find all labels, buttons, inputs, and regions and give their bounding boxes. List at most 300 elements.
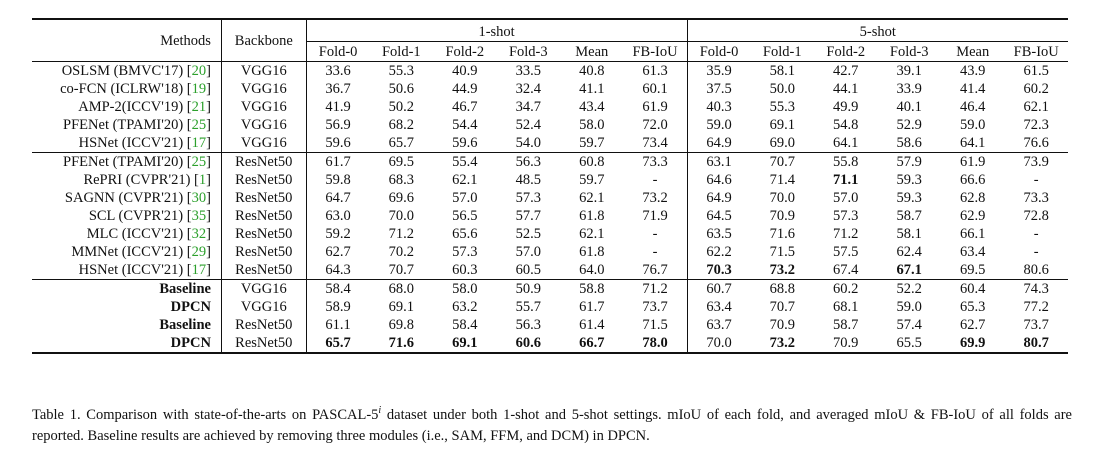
value-cell: 58.1 <box>769 63 795 79</box>
value-cell: 60.8 <box>579 154 605 170</box>
value-cell: 54.0 <box>497 134 560 153</box>
method-cell <box>32 316 221 334</box>
table-row <box>32 80 1068 98</box>
value-cell: 61.1 <box>306 316 369 334</box>
citation-bracket: ] <box>206 117 211 133</box>
backbone-cell: VGG16 <box>221 116 306 134</box>
value-cell: 65.5 <box>877 334 940 353</box>
subheader-1shot-fb-iou: FB-IoU <box>624 42 688 62</box>
backbone-cell: ResNet50 <box>221 207 306 225</box>
value-cell: 59.7 <box>579 172 605 188</box>
backbone-cell: VGG16 <box>221 62 306 81</box>
citation-link[interactable]: 19 <box>191 81 207 97</box>
method-cell <box>32 171 221 189</box>
value-cell: 60.6 <box>497 334 560 353</box>
value-cell: 71.1 <box>833 172 859 188</box>
value-cell: 54.8 <box>833 117 859 133</box>
value-cell: 70.7 <box>769 299 795 315</box>
value-cell: 61.9 <box>960 154 986 170</box>
value-cell: 50.9 <box>515 281 541 297</box>
citation-bracket: ] <box>206 244 211 260</box>
value-cell: 67.1 <box>877 261 940 280</box>
value-cell: - <box>1033 226 1039 242</box>
backbone-cell: ResNet50 <box>221 316 306 334</box>
value-cell: 62.7 <box>306 243 369 261</box>
value-cell: 80.7 <box>1004 334 1068 353</box>
subheader-1shot-fold-1: Fold-1 <box>370 42 433 62</box>
value-cell: 69.8 <box>388 317 414 333</box>
value-cell: 70.0 <box>769 190 795 206</box>
value-cell: 63.0 <box>306 207 369 225</box>
method-cell <box>32 225 221 243</box>
value-cell: - <box>652 244 658 260</box>
value-cell: 63.4 <box>687 298 750 316</box>
value-cell: 52.2 <box>896 281 922 297</box>
backbone-cell: VGG16 <box>221 80 306 98</box>
value-cell: 64.1 <box>941 134 1004 153</box>
value-cell: 33.6 <box>306 62 369 81</box>
method-cell <box>32 116 221 134</box>
value-cell: 55.8 <box>833 154 859 170</box>
header-1-shot <box>306 19 687 42</box>
value-cell: 39.1 <box>896 63 922 79</box>
value-cell: 68.8 <box>769 281 795 297</box>
value-cell: 71.5 <box>769 244 795 260</box>
value-cell: 58.8 <box>579 281 605 297</box>
value-cell: 60.1 <box>642 81 668 97</box>
method-name: Baseline <box>159 317 211 333</box>
value-cell: - <box>1033 244 1039 260</box>
value-cell: 57.3 <box>833 208 859 224</box>
value-cell: 61.4 <box>579 317 605 333</box>
value-cell: 57.0 <box>515 244 541 260</box>
value-cell: 65.7 <box>370 134 433 153</box>
table-body <box>32 62 1068 354</box>
value-cell: 55.4 <box>452 154 478 170</box>
table-row <box>32 207 1068 225</box>
value-cell: 71.2 <box>388 226 414 242</box>
value-cell: 43.4 <box>579 99 605 115</box>
table-row <box>32 280 1068 299</box>
value-cell: 76.6 <box>1004 134 1068 153</box>
method-name: MMNet (ICCV'21) [ <box>71 244 192 260</box>
value-cell: 35.9 <box>687 62 750 81</box>
value-cell: 37.5 <box>687 80 750 98</box>
value-cell: 62.2 <box>687 243 750 261</box>
value-cell: 70.0 <box>687 334 750 353</box>
value-cell: 58.7 <box>896 208 922 224</box>
value-cell: 73.7 <box>642 299 668 315</box>
value-cell: 68.0 <box>388 281 414 297</box>
value-cell: 61.8 <box>579 244 605 260</box>
value-cell: 60.2 <box>833 281 859 297</box>
citation-bracket: ] <box>206 63 211 79</box>
citation-link[interactable]: 20 <box>191 63 207 79</box>
backbone-cell: VGG16 <box>221 98 306 116</box>
value-cell: 64.3 <box>306 261 369 280</box>
value-cell: 36.7 <box>306 80 369 98</box>
value-cell: 65.6 <box>452 226 478 242</box>
value-cell: 71.9 <box>642 208 668 224</box>
value-cell: 70.7 <box>769 154 795 170</box>
citation-bracket: ] <box>206 172 211 188</box>
table-row <box>32 116 1068 134</box>
value-cell: 56.5 <box>452 208 478 224</box>
method-name: MLC (ICCV'21) [ <box>86 226 192 242</box>
value-cell: 63.7 <box>687 316 750 334</box>
value-cell: 73.2 <box>751 261 814 280</box>
value-cell: 57.0 <box>452 190 478 206</box>
citation-link[interactable]: 25 <box>191 154 207 170</box>
method-name: PFENet (TPAMI'20) [ <box>63 154 192 170</box>
value-cell: 80.6 <box>1004 261 1068 280</box>
value-cell: - <box>652 226 658 242</box>
value-cell: 70.7 <box>370 261 433 280</box>
value-cell: 55.7 <box>515 299 541 315</box>
value-cell: 62.1 <box>579 226 605 242</box>
value-cell: 46.7 <box>452 99 478 115</box>
value-cell: 71.6 <box>370 334 433 353</box>
table-row <box>32 243 1068 261</box>
table-row <box>32 334 1068 353</box>
value-cell: 41.9 <box>306 98 369 116</box>
value-cell: 59.3 <box>896 190 922 206</box>
method-cell <box>32 243 221 261</box>
value-cell: 46.4 <box>960 99 986 115</box>
header-5-shot <box>687 19 1068 42</box>
value-cell: 61.9 <box>642 99 668 115</box>
citation-bracket: ] <box>206 208 211 224</box>
citation-bracket: ] <box>206 99 211 115</box>
value-cell: 70.0 <box>388 208 414 224</box>
value-cell: 50.6 <box>388 81 414 97</box>
value-cell: 62.7 <box>960 317 986 333</box>
value-cell: 59.2 <box>306 225 369 243</box>
caption-superscript: i <box>378 405 382 416</box>
value-cell: 56.3 <box>515 317 541 333</box>
value-cell: 59.6 <box>433 134 496 153</box>
value-cell: 40.9 <box>452 63 478 79</box>
method-name: AMP-2(ICCV'19) [ <box>78 99 192 115</box>
value-cell: 62.1 <box>452 172 478 188</box>
value-cell: 72.8 <box>1023 208 1049 224</box>
value-cell: 54.4 <box>452 117 478 133</box>
method-name: HSNet (ICCV'21) [ <box>78 135 192 151</box>
value-cell: 65.3 <box>960 299 986 315</box>
value-cell: 61.8 <box>579 208 605 224</box>
value-cell: 70.3 <box>687 261 750 280</box>
value-cell: 71.6 <box>769 226 795 242</box>
value-cell: 59.0 <box>896 299 922 315</box>
backbone-cell: ResNet50 <box>221 243 306 261</box>
value-cell: 60.2 <box>1023 81 1049 97</box>
header-methods: Methods <box>32 19 221 62</box>
value-cell: 59.0 <box>687 116 750 134</box>
value-cell: 60.7 <box>687 280 750 299</box>
value-cell: 33.9 <box>896 81 922 97</box>
value-cell: 66.7 <box>560 334 623 353</box>
value-cell: 62.9 <box>960 208 986 224</box>
value-cell: 76.7 <box>624 261 688 280</box>
value-cell: 72.3 <box>1023 117 1049 133</box>
table-row <box>32 171 1068 189</box>
value-cell: 73.3 <box>1023 190 1049 206</box>
value-cell: 62.1 <box>1023 99 1049 115</box>
method-cell <box>32 80 221 98</box>
value-cell: 59.8 <box>306 171 369 189</box>
method-cell <box>32 261 221 280</box>
citation-bracket: ] <box>206 190 211 206</box>
value-cell: 64.0 <box>560 261 623 280</box>
value-cell: 73.4 <box>624 134 688 153</box>
value-cell: 52.5 <box>515 226 541 242</box>
method-cell <box>32 153 221 172</box>
value-cell: 62.8 <box>960 190 986 206</box>
method-cell <box>32 98 221 116</box>
value-cell: 58.1 <box>896 226 922 242</box>
value-cell: 74.3 <box>1023 281 1049 297</box>
backbone-cell: ResNet50 <box>221 225 306 243</box>
value-cell: 59.3 <box>896 172 922 188</box>
value-cell: 73.7 <box>1023 317 1049 333</box>
method-name: DPCN <box>170 335 211 351</box>
method-name: PFENet (TPAMI'20) [ <box>63 117 192 133</box>
value-cell: - <box>1033 172 1039 188</box>
table-row <box>32 134 1068 153</box>
value-cell: 67.4 <box>814 261 877 280</box>
value-cell: 57.4 <box>896 317 922 333</box>
value-cell: 34.7 <box>515 99 541 115</box>
value-cell: 69.5 <box>388 154 414 170</box>
value-cell: 66.6 <box>960 172 986 188</box>
value-cell: 58.4 <box>306 280 369 299</box>
value-cell: 57.3 <box>452 244 478 260</box>
citation-bracket: ] <box>206 262 211 278</box>
value-cell: 64.5 <box>687 207 750 225</box>
value-cell: 52.9 <box>896 117 922 133</box>
value-cell: 69.1 <box>433 334 496 353</box>
value-cell: 73.2 <box>751 334 814 353</box>
subheader-1shot-mean: Mean <box>560 42 623 62</box>
value-cell: 40.3 <box>687 98 750 116</box>
backbone-cell: ResNet50 <box>221 153 306 172</box>
citation-link[interactable]: 17 <box>191 135 207 151</box>
value-cell: 71.4 <box>769 172 795 188</box>
value-cell: 32.4 <box>515 81 541 97</box>
value-cell: 73.2 <box>642 190 668 206</box>
value-cell: 50.2 <box>388 99 414 115</box>
value-cell: 70.9 <box>769 208 795 224</box>
value-cell: 71.5 <box>642 317 668 333</box>
method-cell <box>32 134 221 153</box>
backbone-cell: ResNet50 <box>221 261 306 280</box>
value-cell: 58.4 <box>452 317 478 333</box>
value-cell: 40.1 <box>896 99 922 115</box>
backbone-cell: VGG16 <box>221 298 306 316</box>
value-cell: 69.6 <box>388 190 414 206</box>
value-cell: 48.5 <box>515 172 541 188</box>
table-row <box>32 316 1068 334</box>
backbone-cell: ResNet50 <box>221 189 306 207</box>
table-caption <box>32 400 1072 447</box>
value-cell: 57.5 <box>833 244 859 260</box>
method-name: Baseline <box>159 281 211 297</box>
value-cell: 58.9 <box>306 298 369 316</box>
method-name: SAGNN (CVPR'21) [ <box>64 190 192 206</box>
backbone-cell: ResNet50 <box>221 171 306 189</box>
subheader-5shot-fold-1: Fold-1 <box>751 42 814 62</box>
value-cell: 40.8 <box>579 63 605 79</box>
value-cell: 78.0 <box>624 334 688 353</box>
citation-bracket: ] <box>206 81 211 97</box>
value-cell: 42.7 <box>833 63 859 79</box>
value-cell: 60.5 <box>497 261 560 280</box>
caption-part2: dataset under both 1-shot and 5-shot settings. mIoU of each fold, and averaged mIoU & FB-IoU of all folds are reported. Baseline results are achieved by removing three modules (i.e., SAM, FFM, and DCM) in DPCN. <box>32 406 1072 444</box>
value-cell: 69.9 <box>941 334 1004 353</box>
method-name: SCL (CVPR'21) [ <box>88 208 192 224</box>
value-cell: 69.0 <box>751 134 814 153</box>
citation-link[interactable]: 1 <box>198 172 207 188</box>
value-cell: 56.9 <box>306 116 369 134</box>
value-cell: 59.7 <box>560 134 623 153</box>
value-cell: 64.9 <box>687 134 750 153</box>
value-cell: 61.3 <box>642 63 668 79</box>
value-cell: 70.9 <box>814 334 877 353</box>
method-name: DPCN <box>170 299 211 315</box>
value-cell: 56.3 <box>515 154 541 170</box>
value-cell: 52.4 <box>515 117 541 133</box>
value-cell: 44.1 <box>833 81 859 97</box>
citation-bracket: ] <box>206 154 211 170</box>
subheader-1shot-fold-0: Fold-0 <box>306 42 369 62</box>
value-cell: 63.2 <box>452 299 478 315</box>
caption-part1: Table 1. Comparison with state-of-the-arts on PASCAL-5 <box>32 406 379 423</box>
value-cell: 70.9 <box>769 317 795 333</box>
value-cell: 61.7 <box>579 299 605 315</box>
value-cell: 68.1 <box>833 299 859 315</box>
value-cell: 41.1 <box>579 81 605 97</box>
value-cell: 60.3 <box>433 261 496 280</box>
method-cell <box>32 207 221 225</box>
value-cell: 60.4 <box>960 281 986 297</box>
value-cell: 69.1 <box>388 299 414 315</box>
subheader-5shot-mean: Mean <box>941 42 1004 62</box>
value-cell: 61.5 <box>1023 63 1049 79</box>
value-cell: 57.3 <box>515 190 541 206</box>
value-cell: 50.0 <box>769 81 795 97</box>
value-cell: 69.1 <box>769 117 795 133</box>
value-cell: 64.6 <box>687 171 750 189</box>
value-cell: 65.7 <box>306 334 369 353</box>
header-1-shot-text: 1-shot <box>478 24 515 40</box>
value-cell: 61.7 <box>306 153 369 172</box>
method-cell <box>32 280 221 299</box>
value-cell: 63.4 <box>960 244 986 260</box>
value-cell: 49.9 <box>833 99 859 115</box>
citation-link[interactable]: 30 <box>191 190 207 206</box>
value-cell: 70.2 <box>388 244 414 260</box>
value-cell: 66.1 <box>960 226 986 242</box>
citation-link[interactable]: 32 <box>191 226 207 242</box>
value-cell: 58.6 <box>877 134 940 153</box>
value-cell: 77.2 <box>1023 299 1049 315</box>
value-cell: 55.3 <box>388 63 414 79</box>
backbone-cell: VGG16 <box>221 280 306 299</box>
value-cell: 68.2 <box>388 117 414 133</box>
citation-link[interactable]: 29 <box>191 244 207 260</box>
value-cell: 58.7 <box>833 317 859 333</box>
method-cell <box>32 298 221 316</box>
results-table <box>32 18 1068 354</box>
value-cell: 57.9 <box>896 154 922 170</box>
value-cell: 73.3 <box>642 154 668 170</box>
backbone-cell: ResNet50 <box>221 334 306 353</box>
subheader-5shot-fold-3: Fold-3 <box>877 42 940 62</box>
value-cell: 57.0 <box>833 190 859 206</box>
table-row <box>32 153 1068 172</box>
method-cell <box>32 62 221 81</box>
citation-link[interactable]: 17 <box>191 262 207 278</box>
value-cell: 58.0 <box>452 281 478 297</box>
table-row <box>32 261 1068 280</box>
value-cell: 64.1 <box>814 134 877 153</box>
value-cell: 63.5 <box>687 225 750 243</box>
citation-link[interactable]: 35 <box>191 208 207 224</box>
value-cell: 44.9 <box>452 81 478 97</box>
value-cell: 68.3 <box>388 172 414 188</box>
value-cell: 69.5 <box>941 261 1004 280</box>
citation-bracket: ] <box>206 226 211 242</box>
value-cell: 58.0 <box>579 117 605 133</box>
value-cell: 63.1 <box>687 153 750 172</box>
value-cell: 71.2 <box>642 281 668 297</box>
value-cell: 72.0 <box>642 117 668 133</box>
value-cell: 62.4 <box>896 244 922 260</box>
method-name: co-FCN (ICLRW'18) [ <box>60 81 192 97</box>
value-cell: 59.0 <box>960 117 986 133</box>
method-name: RePRI (CVPR'21) [ <box>83 172 199 188</box>
table-row <box>32 62 1068 81</box>
subheader-5shot-fb-iou: FB-IoU <box>1004 42 1068 62</box>
method-cell <box>32 189 221 207</box>
value-cell: 57.7 <box>515 208 541 224</box>
table-row <box>32 298 1068 316</box>
value-cell: 64.7 <box>306 189 369 207</box>
subheader-1shot-fold-3: Fold-3 <box>497 42 560 62</box>
value-cell: - <box>652 172 658 188</box>
value-cell: 43.9 <box>960 63 986 79</box>
table-row <box>32 98 1068 116</box>
subheader-5shot-fold-2: Fold-2 <box>814 42 877 62</box>
backbone-cell: VGG16 <box>221 134 306 153</box>
citation-link[interactable]: 25 <box>191 117 207 133</box>
citation-bracket: ] <box>206 135 211 151</box>
header-5-shot-text: 5-shot <box>859 24 896 40</box>
citation-link[interactable]: 21 <box>191 99 207 115</box>
table-row <box>32 189 1068 207</box>
value-cell: 62.1 <box>579 190 605 206</box>
table-row <box>32 225 1068 243</box>
method-cell <box>32 334 221 353</box>
header-backbone: Backbone <box>221 19 306 62</box>
value-cell: 55.3 <box>769 99 795 115</box>
method-name: OSLSM (BMVC'17) [ <box>61 63 192 79</box>
value-cell: 41.4 <box>960 81 986 97</box>
subheader-5shot-fold-0: Fold-0 <box>687 42 750 62</box>
value-cell: 33.5 <box>515 63 541 79</box>
method-name: HSNet (ICCV'21) [ <box>78 262 192 278</box>
subheader-1shot-fold-2: Fold-2 <box>433 42 496 62</box>
